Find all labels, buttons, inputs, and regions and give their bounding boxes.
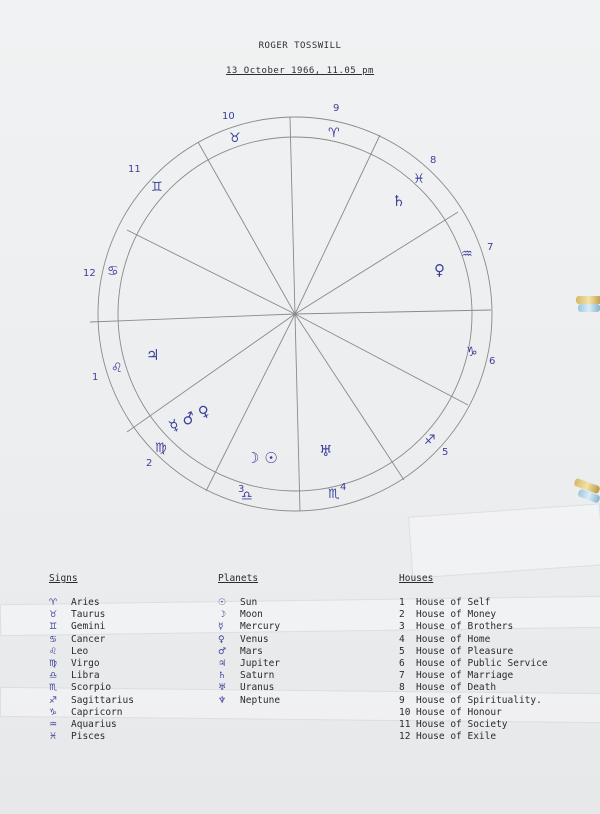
sign-glyph-capricorn: ♑ [466,345,478,360]
planet-glyph-icon: ♄ [218,671,227,682]
house-number: 10 [399,706,411,718]
house-number-6: 6 [489,356,496,367]
planet-glyph-icon: ♀ [218,634,225,645]
house-number-12: 12 [83,268,96,279]
sign-label: Cancer [71,633,106,645]
planet-legend-item [218,670,280,682]
sign-glyph-icon: ♋ [49,634,58,645]
sign-glyph-cancer: ♋ [107,264,119,279]
house-legend-item [399,621,548,633]
house-number: 4 [399,633,405,645]
house-label: House of Marriage [416,670,514,682]
sign-label: Pisces [71,731,106,743]
sign-label: Virgo [71,657,100,669]
planet-label: Neptune [240,694,281,706]
house-cusp-line [198,142,295,314]
sign-glyph-taurus: ♉ [229,131,241,146]
planet-label: Sun [240,597,258,608]
sign-legend-item [49,621,134,633]
sign-glyph-gemini: ♊ [151,180,163,195]
sign-glyph-leo: ♌ [111,361,123,376]
planet-glyph-icon: ♅ [218,683,227,694]
planet-label: Uranus [240,682,275,694]
planet-glyph-icon: ♂ [218,646,227,657]
planet-label: Saturn [240,670,275,682]
sign-label: Aquarius [71,718,117,730]
planet-legend-item [218,634,280,646]
house-legend-item [399,670,548,682]
sign-legend-item [49,609,134,621]
planet-glyph-icon: ☉ [218,598,227,608]
house-number: 3 [399,621,405,633]
house-cusp-line [127,230,295,314]
sign-label: Libra [71,670,100,682]
sign-label: Aries [71,597,100,608]
sign-legend-item [49,731,134,743]
house-legend-item [399,658,548,670]
planet-glyph-icon: ♆ [218,695,227,706]
planet-legend-item [218,621,280,633]
house-number: 9 [399,694,405,706]
ring-sign-glyphs [107,126,478,504]
planet-group-moon-sun: ☽ ☉ [246,449,278,467]
sign-legend-item [49,646,134,658]
house-label: House of Home [416,633,491,645]
house-label: House of Death [416,682,497,694]
house-label: House of Brothers [416,621,514,633]
house-number-4: 4 [340,482,347,493]
house-number: 7 [399,670,405,682]
sign-glyph-icon: ♑ [49,707,58,718]
house-number-3: 3 [238,484,245,495]
sign-glyph-icon: ♒ [49,719,58,730]
planet-glyph-icon: ♃ [218,658,227,669]
house-legend-item [399,682,548,694]
sign-glyph-icon: ♈ [49,598,58,608]
house-legend-item [399,646,548,658]
sign-label: Taurus [71,609,106,621]
planet-saturn-icon: ♄ [392,192,406,210]
planet-glyph-icon: ☽ [218,610,227,621]
houses-legend [399,597,548,743]
house-number: 11 [399,718,411,730]
house-number-1: 1 [92,372,99,383]
planets-legend [218,597,280,707]
sign-label: Scorpio [71,682,112,694]
sign-glyph-icon: ♏ [49,683,58,694]
house-label: House of Society [416,718,508,730]
house-number-2: 2 [146,458,153,469]
sign-legend-item [49,682,134,694]
sign-legend-item [49,670,134,682]
planet-legend-item [218,682,280,694]
planet-group-mercury-mars-venus: ☿ ♂ ♀ [166,401,213,436]
house-number-9: 9 [333,103,340,114]
house-number-7: 7 [487,242,494,253]
house-cusp-line [295,314,404,480]
sign-label: Capricorn [71,706,123,718]
house-label: House of Public Service [416,657,548,669]
house-label: House of Exile [416,731,497,743]
planet-jupiter-icon: ♃ [146,346,160,364]
sign-legend-item [49,695,134,707]
planet-label: Mercury [240,621,281,633]
planets-heading: Planets [218,573,259,584]
sign-glyph-icon: ♌ [49,646,58,657]
house-number-11: 11 [128,164,141,175]
house-number-10: 10 [222,111,235,122]
sign-legend-item [49,634,134,646]
house-number-5: 5 [442,447,449,458]
sign-legend-item [49,707,134,719]
houses-heading: Houses [399,573,434,584]
sign-glyph-icon: ♍ [49,658,58,669]
house-label: House of Self [416,597,491,608]
house-cusp-line [90,314,295,322]
planet-legend-item [218,658,280,670]
house-cusp-line [295,310,491,314]
planet-label: Moon [240,609,263,621]
house-number: 12 [399,731,411,743]
house-number: 1 [399,597,405,608]
sign-glyph-icon: ♊ [49,622,58,633]
house-label: House of Money [416,609,497,621]
planet-uranus-icon: ♅ [319,442,333,460]
planet-label: Venus [240,633,269,645]
planet-legend-item [218,646,280,658]
sign-legend-item [49,597,134,609]
page-title: ROGER TOSSWILL [258,41,342,51]
sign-glyph-aquarius: ♒ [461,247,473,262]
sign-glyph-icon: ♉ [49,610,58,621]
sign-glyph-aries: ♈ [328,126,340,141]
sign-glyph-libra: ♎ [241,489,253,504]
house-legend-item [399,634,548,646]
planet-glyph-icon: ☿ [218,622,224,633]
planet-legend-item [218,609,280,621]
house-number: 5 [399,645,405,657]
sign-glyph-icon: ♓ [49,732,58,743]
house-label: House of Honour [416,706,502,718]
sign-legend-item [49,658,134,670]
house-cusp-line [295,314,300,511]
house-legend-item [399,719,548,731]
house-legend-item [399,597,548,609]
sign-glyph-icon: ♎ [49,671,58,682]
sign-glyph-scorpio: ♏ [328,487,340,502]
house-legend-item [399,707,548,719]
planet-legend-item [218,597,280,609]
house-legend-item [399,731,548,743]
sign-label: Leo [71,645,89,657]
sign-glyph-sagittarius: ♐ [424,433,436,448]
sign-glyph-icon: ♐ [49,695,58,706]
house-label: House of Spirituality. [416,694,542,706]
sign-label: Sagittarius [71,694,134,706]
house-number: 2 [399,609,405,621]
planet-venus-icon: ♀ [434,261,445,279]
sign-legend-item [49,719,134,731]
house-number: 8 [399,682,405,694]
house-number: 6 [399,657,405,669]
signs-legend [49,597,134,743]
sign-glyph-pisces: ♓ [413,172,425,187]
signs-heading: Signs [49,573,78,584]
planet-label: Mars [240,645,263,657]
birth-date: 13 October 1966, 11.05 pm [226,66,374,76]
house-legend-item [399,609,548,621]
house-cusp-line [295,314,468,405]
house-cusp-line [290,117,295,314]
planet-legend-item [218,695,280,707]
house-number-8: 8 [430,155,437,166]
house-label: House of Pleasure [416,645,514,657]
house-legend-item [399,695,548,707]
sign-glyph-virgo: ♍ [155,441,167,456]
sign-label: Gemini [71,621,106,633]
planet-label: Jupiter [240,657,281,669]
